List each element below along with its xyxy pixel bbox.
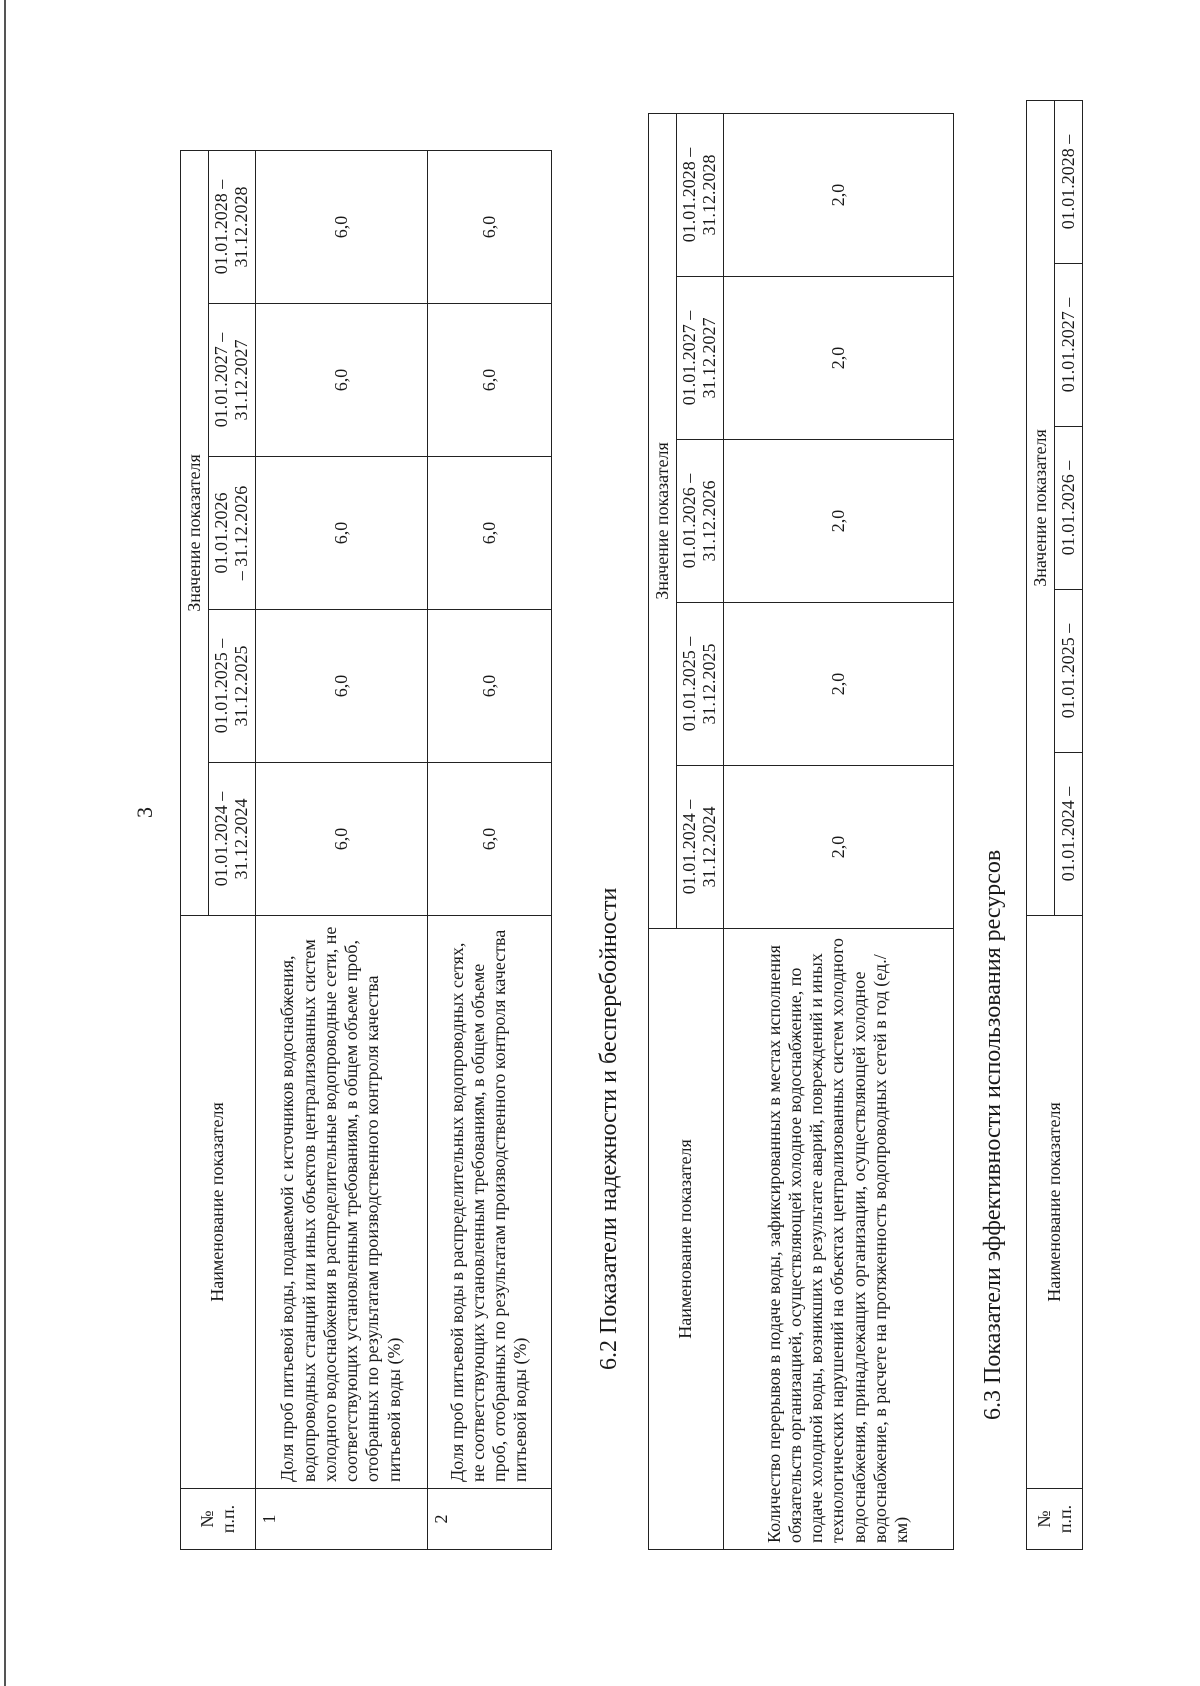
row-value: 2,0 [723, 603, 953, 766]
table-row [723, 114, 953, 1550]
period-header: 01.01.2027 – 31.12.2027 [677, 277, 724, 440]
row-value: 6,0 [255, 763, 427, 916]
table-row [255, 151, 427, 1550]
row-value: 6,0 [427, 763, 551, 916]
row-value: 6,0 [427, 610, 551, 763]
table-row [427, 151, 551, 1550]
period-header: 01.01.2027 – 31.12.2027 [209, 304, 256, 457]
period-header: 01.01.2026 – 31.12.2026 [209, 457, 256, 610]
row-name: Количество перерывов в подаче воды, зафиксированных в местах исполнения обязательств организацией, осуществляющей холодное водоснабжение, по подаче холодной воды, возникших в результате аварий, повреждений и иных технологических нарушений на объектах централизованных систем холодного водоснабжения, принадлежащих организации, осуществляющей холодное водоснабжение, в расчете на протяженность водопроводных сетей в год (ед./км) [723, 929, 953, 1550]
header-num: № п.п. [1027, 1489, 1083, 1550]
row-value: 6,0 [255, 610, 427, 763]
row-name: Доля проб питьевой воды в распределительных водопроводных сетях, не соответствующих установленным требованиям, в общем объеме проб, отобранных по результатам производственного контроля качества питьевой воды (%) [427, 916, 551, 1489]
row-value: 2,0 [723, 440, 953, 603]
row-name: Доля проб питьевой воды, подаваемой с источников водоснабжения, водопроводных станций или иных объектов централизованных систем холодного водоснабжения в распределительные водопроводные сети, не соответствующих установленным требованиям, в общем объеме проб, отобранных по результатам производственного контроля качества питьевой воды (%) [255, 916, 427, 1489]
period-header: 01.01.2026 – 31.12.2026 [677, 440, 724, 603]
section-title-efficiency: 6.3 Показатели эффективности использования ресурсов [980, 849, 1006, 1420]
header-num: № п.п. [181, 1489, 256, 1550]
period-header: 01.01.2028 – [1055, 101, 1083, 264]
page-number: 3 [132, 807, 157, 818]
row-value: 6,0 [255, 304, 427, 457]
header-name: Наименование показателя [181, 916, 256, 1489]
header-value: Значение показателя [649, 114, 677, 929]
header-name: Наименование показателя [1027, 916, 1083, 1489]
header-value: Значение показателя [181, 151, 209, 916]
row-value: 6,0 [427, 457, 551, 610]
reliability-indicators-table [648, 113, 954, 1550]
row-value: 6,0 [427, 151, 551, 304]
period-header: 01.01.2025 – 31.12.2025 [209, 610, 256, 763]
period-header: 01.01.2024 – 31.12.2024 [209, 763, 256, 916]
quality-indicators-table [180, 150, 552, 1550]
efficiency-indicators-table [1026, 100, 1083, 1550]
row-value: 2,0 [723, 766, 953, 929]
row-num: 2 [427, 1489, 551, 1550]
period-header: 01.01.2028 – 31.12.2028 [209, 151, 256, 304]
row-num: 1 [255, 1489, 427, 1550]
row-value: 2,0 [723, 277, 953, 440]
table-header-row [181, 151, 209, 1550]
period-header: 01.01.2024 – 31.12.2024 [677, 766, 724, 929]
period-header: 01.01.2028 – 31.12.2028 [677, 114, 724, 277]
table-header-row [1027, 101, 1055, 1550]
row-value: 6,0 [255, 151, 427, 304]
row-value: 6,0 [427, 304, 551, 457]
period-header: 01.01.2024 – [1055, 753, 1083, 916]
row-value: 2,0 [723, 114, 953, 277]
period-header: 01.01.2026 – [1055, 427, 1083, 590]
table-header-row [649, 114, 677, 1550]
period-header: 01.01.2027 – [1055, 264, 1083, 427]
section-title-reliability: 6.2 Показатели надежности и бесперебойности [596, 887, 622, 1370]
header-name: Наименование показателя [649, 929, 724, 1550]
period-header: 01.01.2025 – [1055, 590, 1083, 753]
header-value: Значение показателя [1027, 101, 1055, 916]
row-value: 6,0 [255, 457, 427, 610]
period-header: 01.01.2025 – 31.12.2025 [677, 603, 724, 766]
